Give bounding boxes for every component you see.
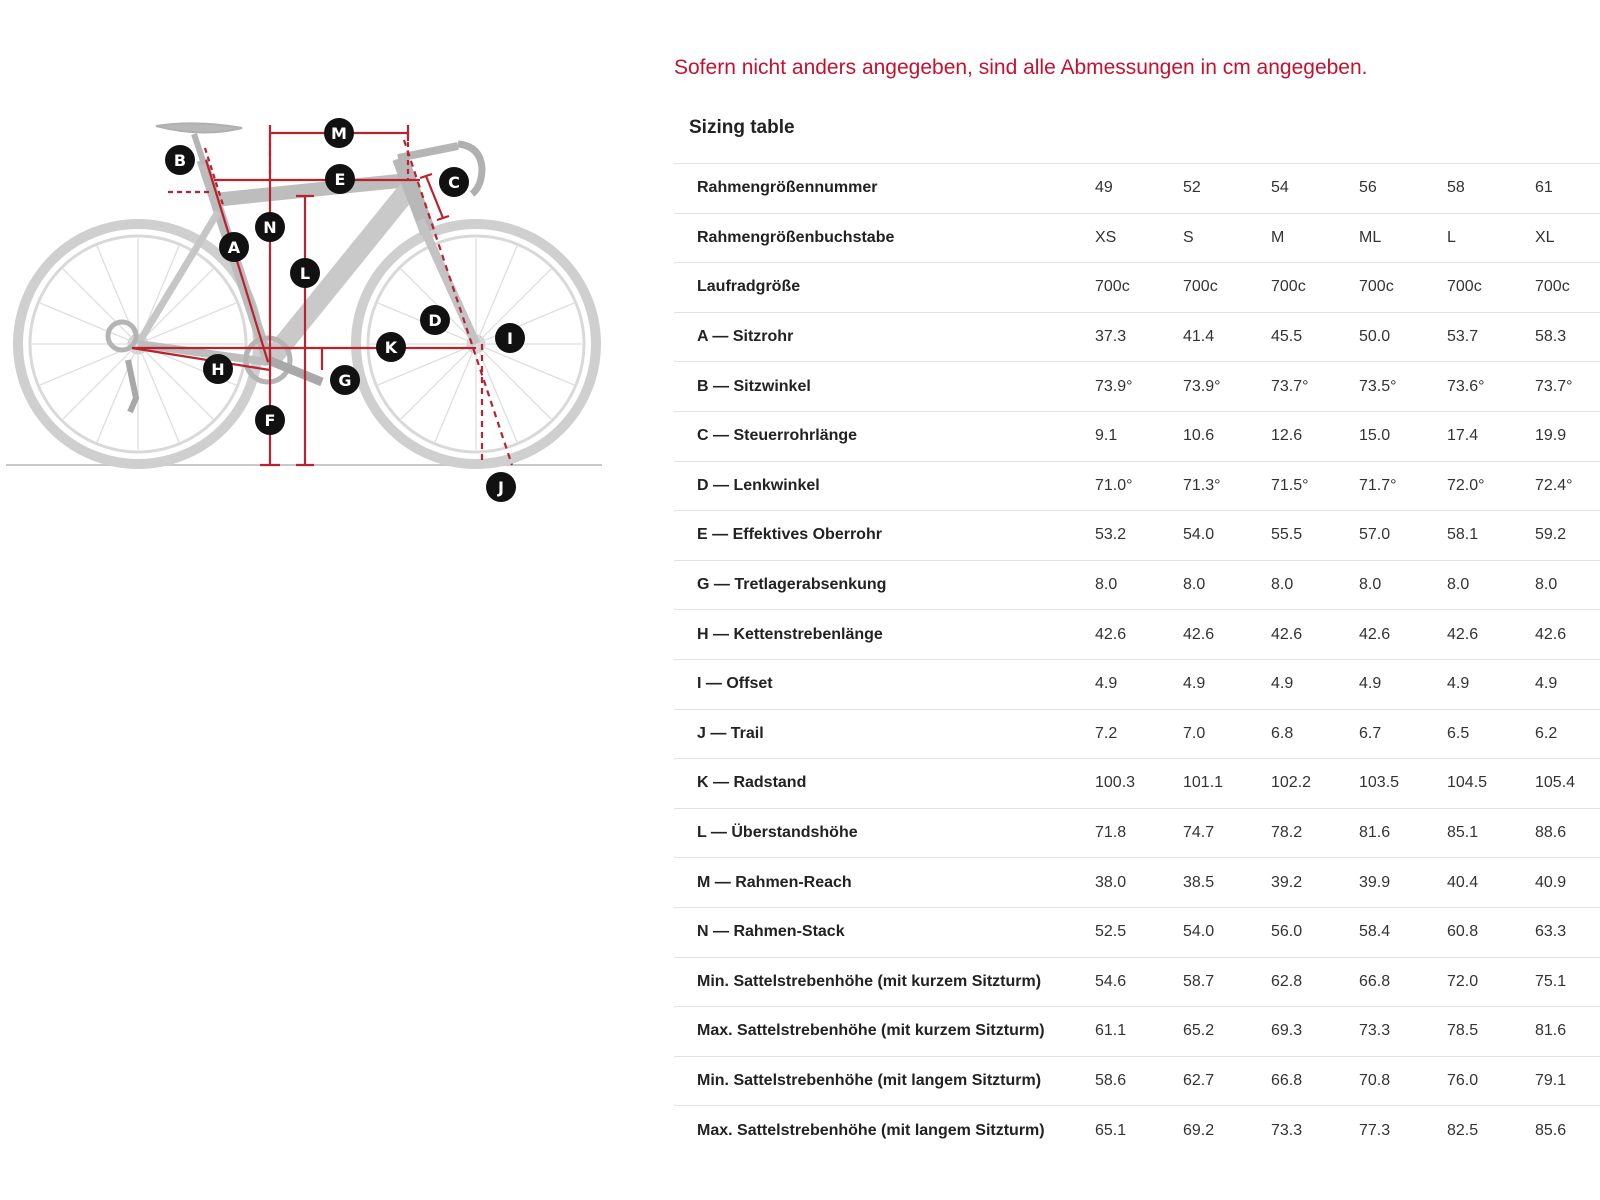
table-row [674,659,1600,709]
size-value-cell: 40.9 [1535,858,1600,908]
size-value-cell: L [1447,213,1535,263]
table-row [674,213,1600,263]
badge-a-label: A [227,238,241,257]
size-value-cell: 73.9° [1095,362,1183,412]
row-label: Max. Sattelstrebenhöhe (mit langem Sitzturm) [674,1106,1095,1155]
row-label: Min. Sattelstrebenhöhe (mit kurzem Sitzturm) [674,957,1095,1007]
size-value-cell: 700c [1535,263,1600,313]
table-row [674,1056,1600,1106]
size-value-cell: 52 [1183,164,1271,214]
row-label: M — Rahmen-Reach [674,858,1095,908]
size-value-cell: 58.3 [1535,312,1600,362]
size-value-cell: 54.0 [1183,511,1271,561]
size-value-cell: 66.8 [1271,1056,1359,1106]
table-row [674,263,1600,313]
size-value-cell: 42.6 [1535,610,1600,660]
badge-k-label: K [384,338,398,357]
size-value-cell: 19.9 [1535,411,1600,461]
badge-c [439,167,469,197]
size-value-cell: 6.5 [1447,709,1535,759]
badge-g [330,365,360,395]
size-value-cell: 73.5° [1359,362,1447,412]
size-value-cell: 700c [1095,263,1183,313]
row-label: J — Trail [674,709,1095,759]
badge-k [376,332,406,362]
size-value-cell: 4.9 [1095,659,1183,709]
table-row [674,858,1600,908]
size-value-cell: 70.8 [1359,1056,1447,1106]
badge-j-label: J [498,478,504,497]
size-value-cell: 58.6 [1095,1056,1183,1106]
size-value-cell: 58.7 [1183,957,1271,1007]
badge-l-label: L [299,264,311,283]
row-label: I — Offset [674,659,1095,709]
size-value-cell: 50.0 [1359,312,1447,362]
size-value-cell: 42.6 [1359,610,1447,660]
size-value-cell: 42.6 [1447,610,1535,660]
size-value-cell: 7.2 [1095,709,1183,759]
badge-a [219,232,249,262]
size-value-cell: 37.3 [1095,312,1183,362]
size-value-cell: 66.8 [1359,957,1447,1007]
badge-h [203,354,233,384]
size-value-cell: 59.2 [1535,511,1600,561]
size-value-cell: 72.4° [1535,461,1600,511]
badge-h-label: H [211,360,225,379]
badge-c-label: C [448,173,460,192]
seatpost [194,134,204,164]
size-value-cell: 105.4 [1535,759,1600,809]
size-value-cell: ML [1359,213,1447,263]
badge-m-label: M [331,124,347,143]
size-value-cell: 40.4 [1447,858,1535,908]
badge-e [325,164,355,194]
size-value-cell: 73.3 [1359,1007,1447,1057]
size-value-cell: 17.4 [1447,411,1535,461]
size-value-cell: 79.1 [1535,1056,1600,1106]
size-value-cell: 4.9 [1183,659,1271,709]
badge-b-label: B [173,151,187,170]
row-label: N — Rahmen-Stack [674,907,1095,957]
size-value-cell: 102.2 [1271,759,1359,809]
size-value-cell: 6.2 [1535,709,1600,759]
badge-n-label: N [263,218,277,237]
badge-g-label: G [338,371,352,390]
size-value-cell: 53.2 [1095,511,1183,561]
size-value-cell: 61 [1535,164,1600,214]
size-value-cell: 54.6 [1095,957,1183,1007]
size-value-cell: 700c [1359,263,1447,313]
size-value-cell: 42.6 [1271,610,1359,660]
size-value-cell: 81.6 [1359,808,1447,858]
size-value-cell: 69.3 [1271,1007,1359,1057]
size-value-cell: 4.9 [1359,659,1447,709]
size-value-cell: 8.0 [1183,560,1271,610]
row-label: L — Überstandshöhe [674,808,1095,858]
size-value-cell: 88.6 [1535,808,1600,858]
size-value-cell: 49 [1095,164,1183,214]
size-value-cell: 72.0 [1447,957,1535,1007]
row-label: B — Sitzwinkel [674,362,1095,412]
size-value-cell: 52.5 [1095,907,1183,957]
badge-m [324,118,354,148]
size-value-cell: 71.0° [1095,461,1183,511]
table-row [674,610,1600,660]
size-value-cell: 73.3 [1271,1106,1359,1155]
row-label: H — Kettenstrebenlänge [674,610,1095,660]
size-value-cell: 57.0 [1359,511,1447,561]
size-value-cell: 61.1 [1095,1007,1183,1057]
size-value-cell: XL [1535,213,1600,263]
size-value-cell: 45.5 [1271,312,1359,362]
size-value-cell: 55.5 [1271,511,1359,561]
size-value-cell: 54 [1271,164,1359,214]
size-value-cell: 42.6 [1183,610,1271,660]
rear-derailleur [128,360,136,412]
size-value-cell: 4.9 [1535,659,1600,709]
row-label: Min. Sattelstrebenhöhe (mit langem Sitzturm) [674,1056,1095,1106]
size-value-cell: 56.0 [1271,907,1359,957]
size-value-cell: 71.7° [1359,461,1447,511]
size-value-cell: 78.5 [1447,1007,1535,1057]
row-label: E — Effektives Oberrohr [674,511,1095,561]
table-row [674,907,1600,957]
table-row [674,164,1600,214]
size-value-cell: 8.0 [1447,560,1535,610]
size-value-cell: 700c [1183,263,1271,313]
row-label: A — Sitzrohr [674,312,1095,362]
size-value-cell: 62.7 [1183,1056,1271,1106]
size-value-cell: 100.3 [1095,759,1183,809]
bike-geometry-diagram [0,100,620,520]
size-value-cell: 65.2 [1183,1007,1271,1057]
badge-l [290,258,320,288]
size-value-cell: 700c [1447,263,1535,313]
row-label: Rahmengrößenbuchstabe [674,213,1095,263]
size-value-cell: 71.8 [1095,808,1183,858]
size-value-cell: 39.9 [1359,858,1447,908]
table-row [674,461,1600,511]
size-value-cell: M [1271,213,1359,263]
badge-f-label: F [264,411,276,430]
size-value-cell: 73.7° [1535,362,1600,412]
badge-n [255,212,285,242]
badge-i [495,323,525,353]
size-value-cell: 54.0 [1183,907,1271,957]
sizing-table [674,163,1600,1155]
badge-b [165,145,195,175]
size-value-cell: 69.2 [1183,1106,1271,1155]
size-value-cell: 15.0 [1359,411,1447,461]
size-value-cell: 8.0 [1271,560,1359,610]
bicycle-illustration [18,123,596,464]
table-row [674,759,1600,809]
size-value-cell: 10.6 [1183,411,1271,461]
row-label: Laufradgröße [674,263,1095,313]
size-value-cell: 56 [1359,164,1447,214]
table-row [674,957,1600,1007]
row-label: Rahmengrößennummer [674,164,1095,214]
size-value-cell: 85.1 [1447,808,1535,858]
table-title: Sizing table [689,117,795,138]
table-row [674,511,1600,561]
row-label: C — Steuerrohrlänge [674,411,1095,461]
size-value-cell: 104.5 [1447,759,1535,809]
size-value-cell: 8.0 [1535,560,1600,610]
size-value-cell: 38.5 [1183,858,1271,908]
size-value-cell: 38.0 [1095,858,1183,908]
saddle [156,123,242,132]
units-notice: Sofern nicht anders angegeben, sind alle Abmessungen in cm angegeben. [674,56,1368,79]
badge-d-label: D [428,311,442,330]
table-row [674,1106,1600,1155]
size-value-cell: 85.6 [1535,1106,1600,1155]
table-row [674,560,1600,610]
size-value-cell: 7.0 [1183,709,1271,759]
size-value-cell: 77.3 [1359,1106,1447,1155]
size-value-cell: 81.6 [1535,1007,1600,1057]
size-value-cell: S [1183,213,1271,263]
size-value-cell: 6.7 [1359,709,1447,759]
table-row [674,1007,1600,1057]
size-value-cell: 62.8 [1271,957,1359,1007]
size-value-cell: 65.1 [1095,1106,1183,1155]
size-value-cell: 82.5 [1447,1106,1535,1155]
size-value-cell: 71.3° [1183,461,1271,511]
size-value-cell: 74.7 [1183,808,1271,858]
table-row [674,362,1600,412]
size-value-cell: 8.0 [1359,560,1447,610]
size-value-cell: 53.7 [1447,312,1535,362]
sizing-table-body [674,164,1600,1155]
size-value-cell: XS [1095,213,1183,263]
table-row [674,411,1600,461]
size-value-cell: 4.9 [1447,659,1535,709]
size-value-cell: 12.6 [1271,411,1359,461]
size-value-cell: 6.8 [1271,709,1359,759]
size-value-cell: 63.3 [1535,907,1600,957]
size-value-cell: 101.1 [1183,759,1271,809]
table-row [674,808,1600,858]
size-value-cell: 42.6 [1095,610,1183,660]
badge-i-label: I [507,329,513,348]
badge-e-label: E [334,170,346,189]
size-value-cell: 4.9 [1271,659,1359,709]
size-value-cell: 73.6° [1447,362,1535,412]
size-value-cell: 103.5 [1359,759,1447,809]
table-row [674,312,1600,362]
size-value-cell: 78.2 [1271,808,1359,858]
row-label: Max. Sattelstrebenhöhe (mit kurzem Sitzturm) [674,1007,1095,1057]
badge-f [255,405,285,435]
size-value-cell: 72.0° [1447,461,1535,511]
size-value-cell: 58.4 [1359,907,1447,957]
row-label: K — Radstand [674,759,1095,809]
size-value-cell: 60.8 [1447,907,1535,957]
row-label: G — Tretlagerabsenkung [674,560,1095,610]
badge-d [420,305,450,335]
size-value-cell: 73.7° [1271,362,1359,412]
table-row [674,709,1600,759]
size-value-cell: 39.2 [1271,858,1359,908]
row-label: D — Lenkwinkel [674,461,1095,511]
size-value-cell: 8.0 [1095,560,1183,610]
size-value-cell: 41.4 [1183,312,1271,362]
size-value-cell: 76.0 [1447,1056,1535,1106]
size-value-cell: 58.1 [1447,511,1535,561]
size-value-cell: 58 [1447,164,1535,214]
size-value-cell: 75.1 [1535,957,1600,1007]
badge-j [486,472,516,502]
size-value-cell: 73.9° [1183,362,1271,412]
size-value-cell: 9.1 [1095,411,1183,461]
size-value-cell: 71.5° [1271,461,1359,511]
size-value-cell: 700c [1271,263,1359,313]
